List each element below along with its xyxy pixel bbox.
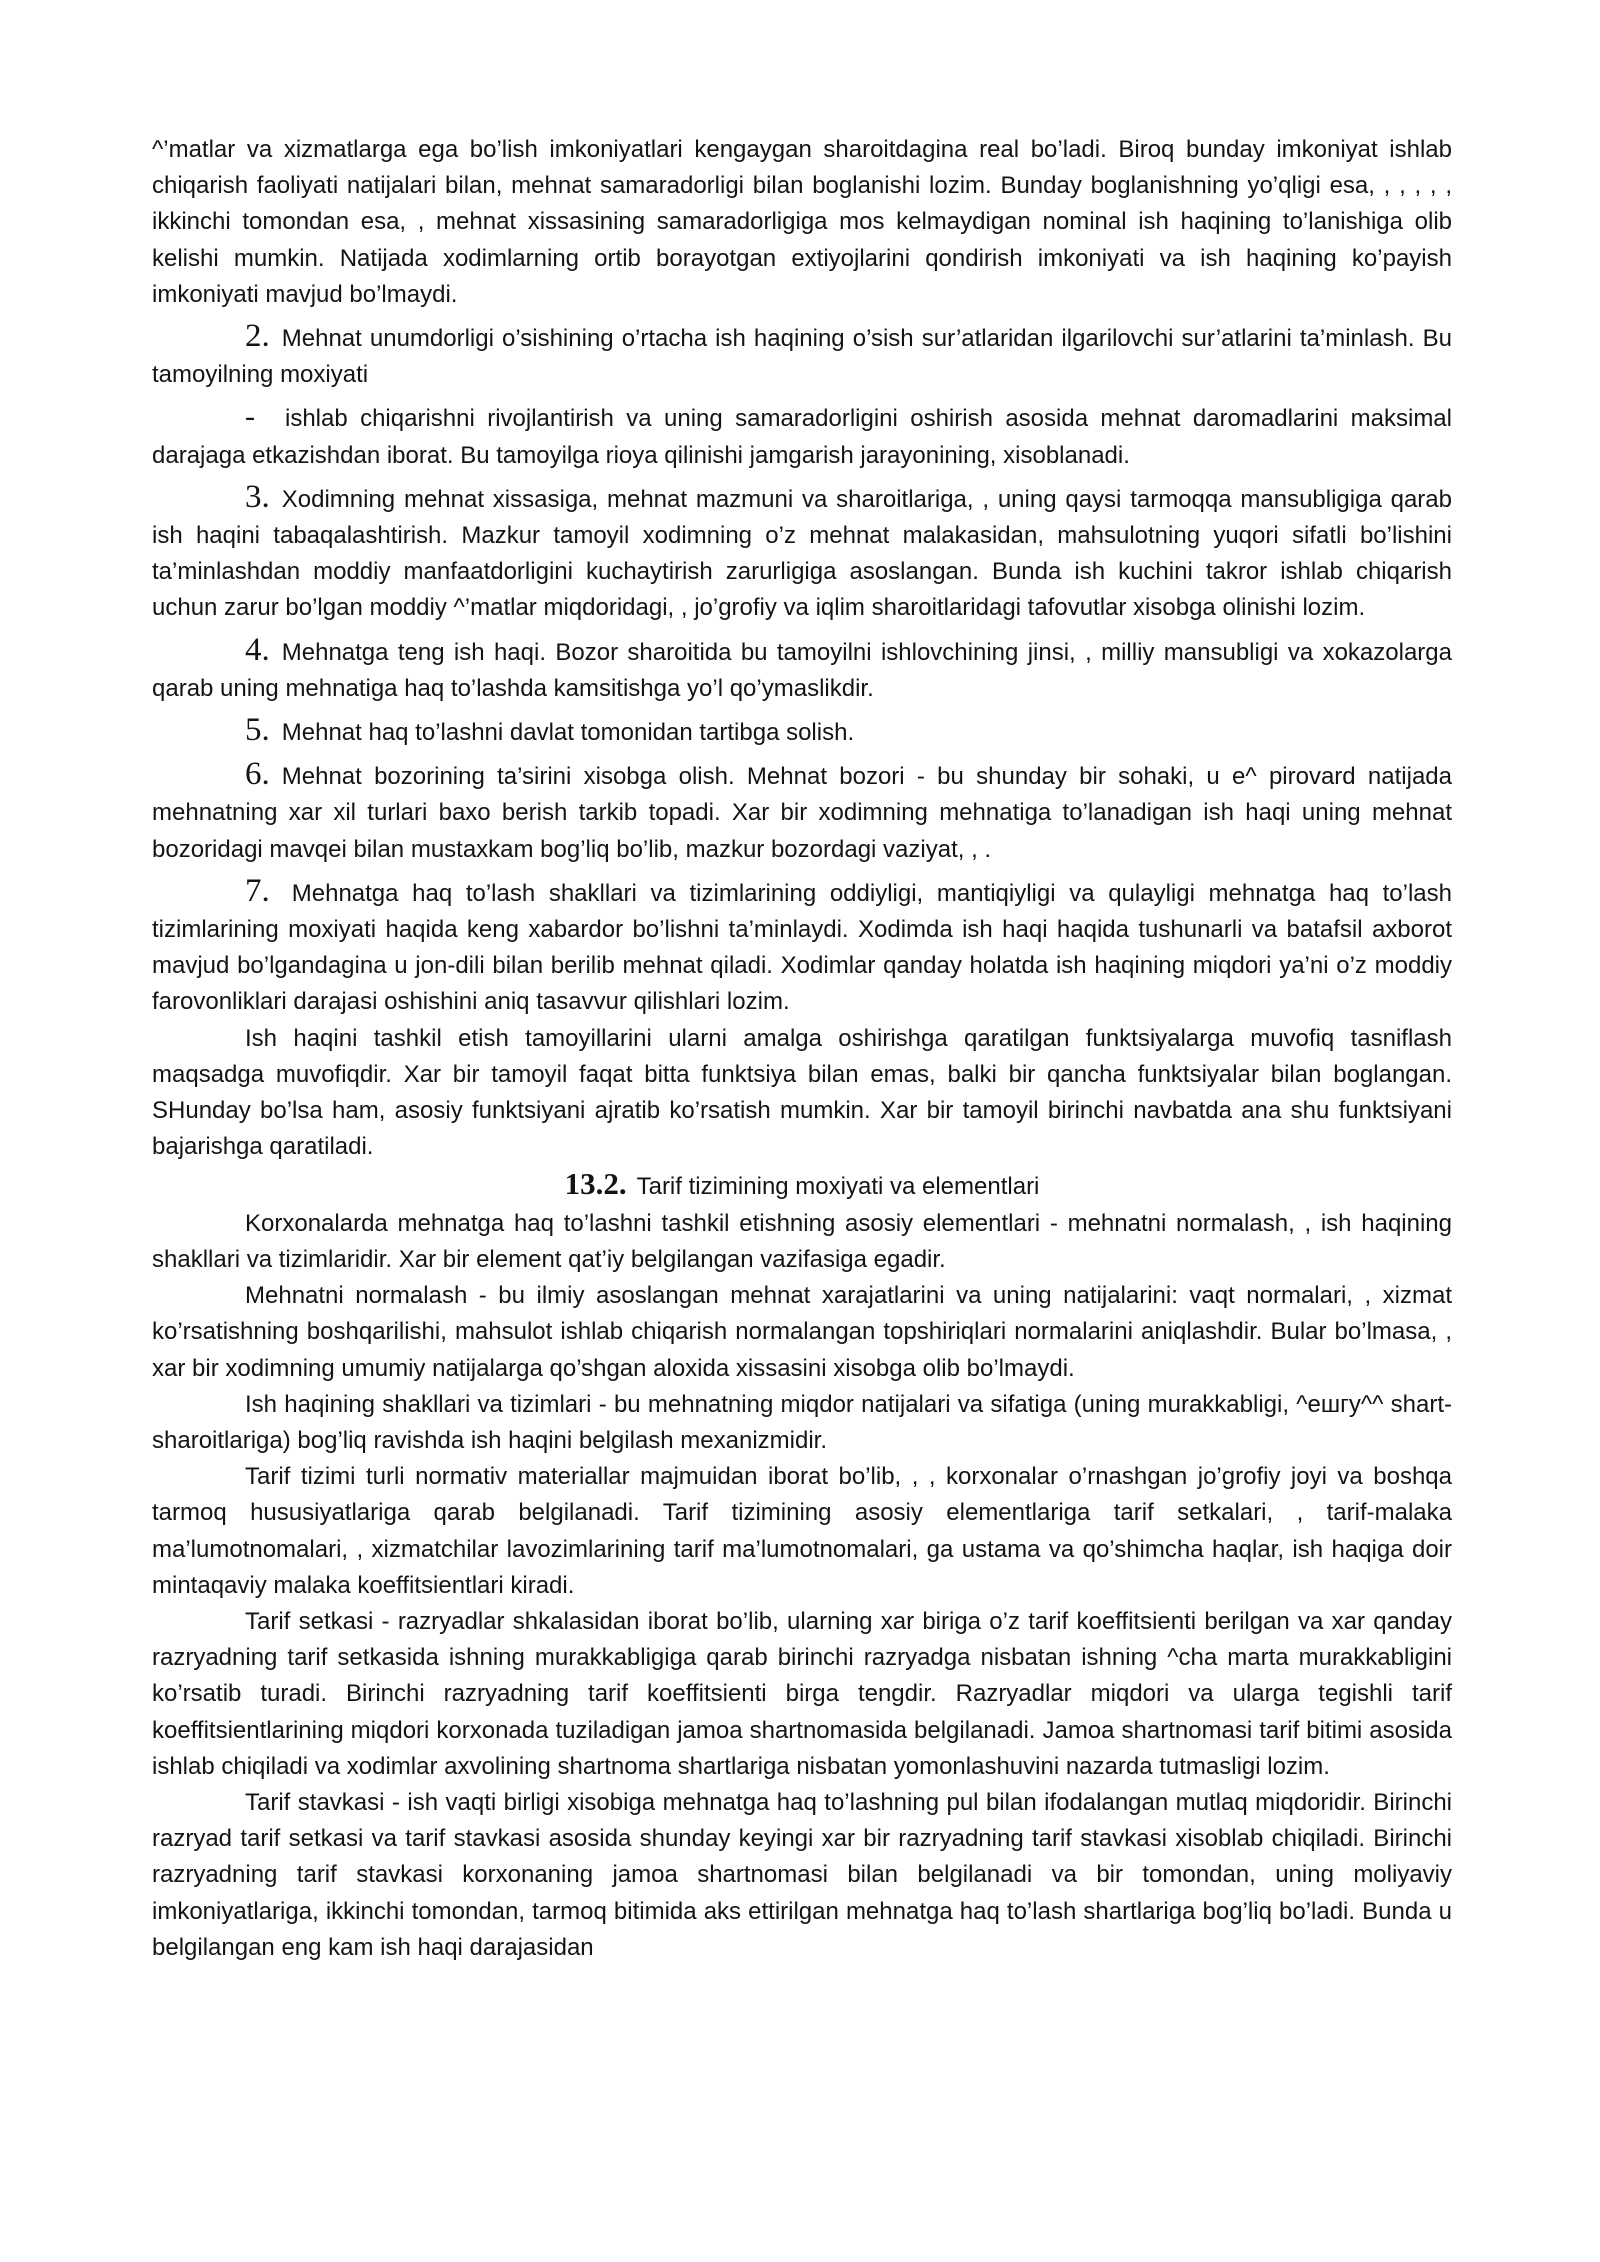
list-item-4 [152, 631, 1452, 707]
dash-marker: - [245, 400, 255, 434]
paragraph-shakllar: Ish haqining shakllari va tizimlari - bu mehnatning miqdor natijalari va sifatiga (uning murakkabligi, ^ешгу^^ shart-sharoitlariga) bog’liq ravishda ish haqini belgilash mexanizmidir. [152, 1390, 1452, 1454]
list-number: 7. [245, 872, 270, 909]
section-number: 13.2. [564, 1166, 627, 1202]
section-heading [152, 1166, 1452, 1205]
document-page [152, 132, 1452, 1966]
dash-item-text: ishlab chiqarishni rivojlantirish va uning samaradorligini oshirish asosida mehnat daromadlarini maksimal darajaga etkazishdan iborat. Bu tamoyilga rioya qilinishi jamgarish jarayonining, xisoblanadi. [152, 405, 1452, 469]
list-number: 6. [245, 756, 270, 793]
list-item-text: Mehnat unumdorligi o’sishining o’rtacha ish haqining o’sish sur’atlaridan ilgarilovchi sur’atlarini ta’minlash. Bu tamoyilning moxiyati [152, 325, 1452, 389]
list-number: 4. [245, 631, 270, 668]
list-item-text: Xodimning mehnat xissasiga, mehnat mazmuni va sharoitlariga, , uning qaysi tarmoqqa mansubligiga qarab ish haqini tabaqalashtirish. Mazkur tamoyil xodimning o’z mehnat malakasidan, mahsulotning yuqori sifatli bo’lishini ta’minlashdan moddiy manfaatdorligini kuchaytirish zarurligiga asoslangan. Bunda ish kuchini takror ishlab chiqarish uchun zarur bo’lgan moddiy ^’matlar miqdoridagi, , jo’grofiy va iqlim sharoitlaridagi tafovutlar xisobga olinishi lozim. [152, 485, 1452, 622]
paragraph-tarif-stavkasi: Tarif stavkasi - ish vaqti birligi xisobiga mehnatga haq to’lashning pul bilan ifodalangan mutlaq miqdoridir. Birinchi razryad tarif setkasi va tarif stavkasi asosida shunday keyingi xar bir razryadning tarif stavkasi xisoblab chiqiladi. Birinchi razryadning tarif stavkasi korxonaning jamoa shartnomasi bilan belgilanadi va bir tomondan, uning moliyaviy imkoniyatlariga, ikkinchi tomondan, tarmoq bitimida aks ettirilgan mehnatga haq to’lash shartlariga bog’liq bo’ladi. Bunda u belgilangan eng kam ish haqi darajasidan [152, 1788, 1452, 1961]
list-item-text: Mehnatga haq to’lash shakllari va tizimlarining oddiyligi, mantiqiyligi va qulayligi mehnatga haq to’lash tizimlarining moxiyati haqida keng xabardor bo’lishni ta’minlaydi. Xodimda ish haqi haqida tushunarli va batafsil axborot mavjud bo’lgandagina u jon-dili bilan berilib mehnat qiladi. Xodimlar qanday holatda ish haqining miqdori ya’ni o’z moddiy farovonliklari darajasi oshishini aniq tasavvur qilishlari lozim. [152, 879, 1452, 1016]
list-item-text: Mehnat haq to’lashni davlat tomonidan tartibga solish. [281, 719, 855, 747]
list-item-7 [152, 872, 1452, 1021]
paragraph-elements: Korxonalarda mehnatga haq to’lashni tashkil etishning asosiy elementlari - mehnatni normalash, , ish haqining shakllari va tizimlaridir. Xar bir element qat’iy belgilangan vazifasiga egadir. [152, 1209, 1452, 1273]
list-item-3 [152, 478, 1452, 627]
list-item-6 [152, 756, 1452, 868]
paragraph-intro: ^’matlar va xizmatlarga ega bo’lish imkoniyatlari kengaygan sharoitdagina real bo’ladi. Biroq bunday imkoniyat ishlab chiqarish faoliyati natijalari bilan, mehnat samaradorligi bilan boglanishi lozim. Bunday boglanishning yo’qligi esa, , , , , , ikkinchi tomondan esa, , mehnat xissasining samaradorligiga mos kelmaydigan nominal ish haqining to’lanishiga olib kelishi mumkin. Natijada xodimlarning ortib borayotgan extiyojlarini qondirish imkoniyati va ish haqining ko’payish imkoniyati mavjud bo’lmaydi. [152, 136, 1452, 308]
list-item-2 [152, 318, 1452, 393]
list-item-text: Mehnatga teng ish haqi. Bozor sharoitida bu tamoyilni ishlovchining jinsi, , milliy mansubligi va xokazolarga qarab uning mehnatiga haq to’lashda kamsitishga yo’l qo’ymaslikdir. [152, 638, 1452, 702]
paragraph-normalash: Mehnatni normalash - bu ilmiy asoslangan mehnat xarajatlarini va uning natijalarini: vaqt normalari, , xizmat ko’rsatishning boshqarilishi, mahsulot ishlab chiqarish normalangan topshiriqlari normalarini aniqlashdir. Bular bo’lmasa, , xar bir xodimning umumiy natijalarga qo’shgan aloxida xissasini xisobga olib bo’lmaydi. [152, 1282, 1452, 1382]
list-number: 2. [245, 318, 270, 355]
list-item-5 [152, 712, 1452, 751]
list-number: 5. [245, 712, 270, 749]
list-item-text: Mehnat bozorining ta’sirini xisobga olish. Mehnat bozori - bu shunday bir sohaki, u e^ pirovard natijada mehnatning xar xil turlari baxo berish tarkib topadi. Xar bir xodimning mehnatiga to’lanadigan ish haqi uning mehnat bozoridagi mavqei bilan mustaxkam bog’liq bo’lib, mazkur bozordagi vaziyat, , . [152, 763, 1452, 863]
section-title: Tarif tizimining moxiyati va elementlari [636, 1173, 1040, 1201]
list-number: 3. [245, 478, 270, 515]
paragraph-principles: Ish haqini tashkil etish tamoyillarini ularni amalga oshirishga qaratilgan funktsiyalarga muvofiq tasniflash maqsadga muvofiqdir. Xar bir tamoyil faqat bitta funktsiya bilan emas, balki bir qancha funktsiyalar bilan boglangan. SHunday bo’lsa ham, asosiy funktsiyani ajratib ko’rsatish mumkin. Xar bir tamoyil birinchi navbatda ana shu funktsiyani bajarishga qaratiladi. [152, 1024, 1452, 1161]
paragraph-tarif-tizimi: Tarif tizimi turli normativ materiallar majmuidan iborat bo’lib, , , korxonalar o’rnashgan jo’grofiy joyi va boshqa tarmoq hususiyatlariga qarab belgilanadi. Tarif tizimining asosiy elementlariga tarif setkalari, , tarif-malaka ma’lumotnomalari, , xizmatchilar lavozimlarining tarif ma’lumotnomalari, ga ustama va qo’shimcha haqlar, ish haqiga doir mintaqaviy malaka koeffitsientlari kiradi. [152, 1463, 1452, 1599]
dash-item [152, 401, 1452, 473]
paragraph-tarif-setkasi: Tarif setkasi - razryadlar shkalasidan iborat bo’lib, ularning xar biriga o’z tarif koeffitsienti berilgan va xar qanday razryadning tarif setkasida ishning murakkabligiga qarab birinchi razryadga nisbatan ishning ^cha marta murakkabligini ko’rsatib turadi. Birinchi razryadning tarif koeffitsienti birga tengdir. Razryadlar miqdori va ularga tegishli tarif koeffitsientlarining miqdori korxonada tuziladigan jamoa shartnomasida belgilanadi. Jamoa shartnomasi tarif bitimi asosida ishlab chiqiladi va xodimlar axvolining shartnoma shartlariga nisbatan yomonlashuvini nazarda tutmasligi lozim. [152, 1607, 1452, 1780]
